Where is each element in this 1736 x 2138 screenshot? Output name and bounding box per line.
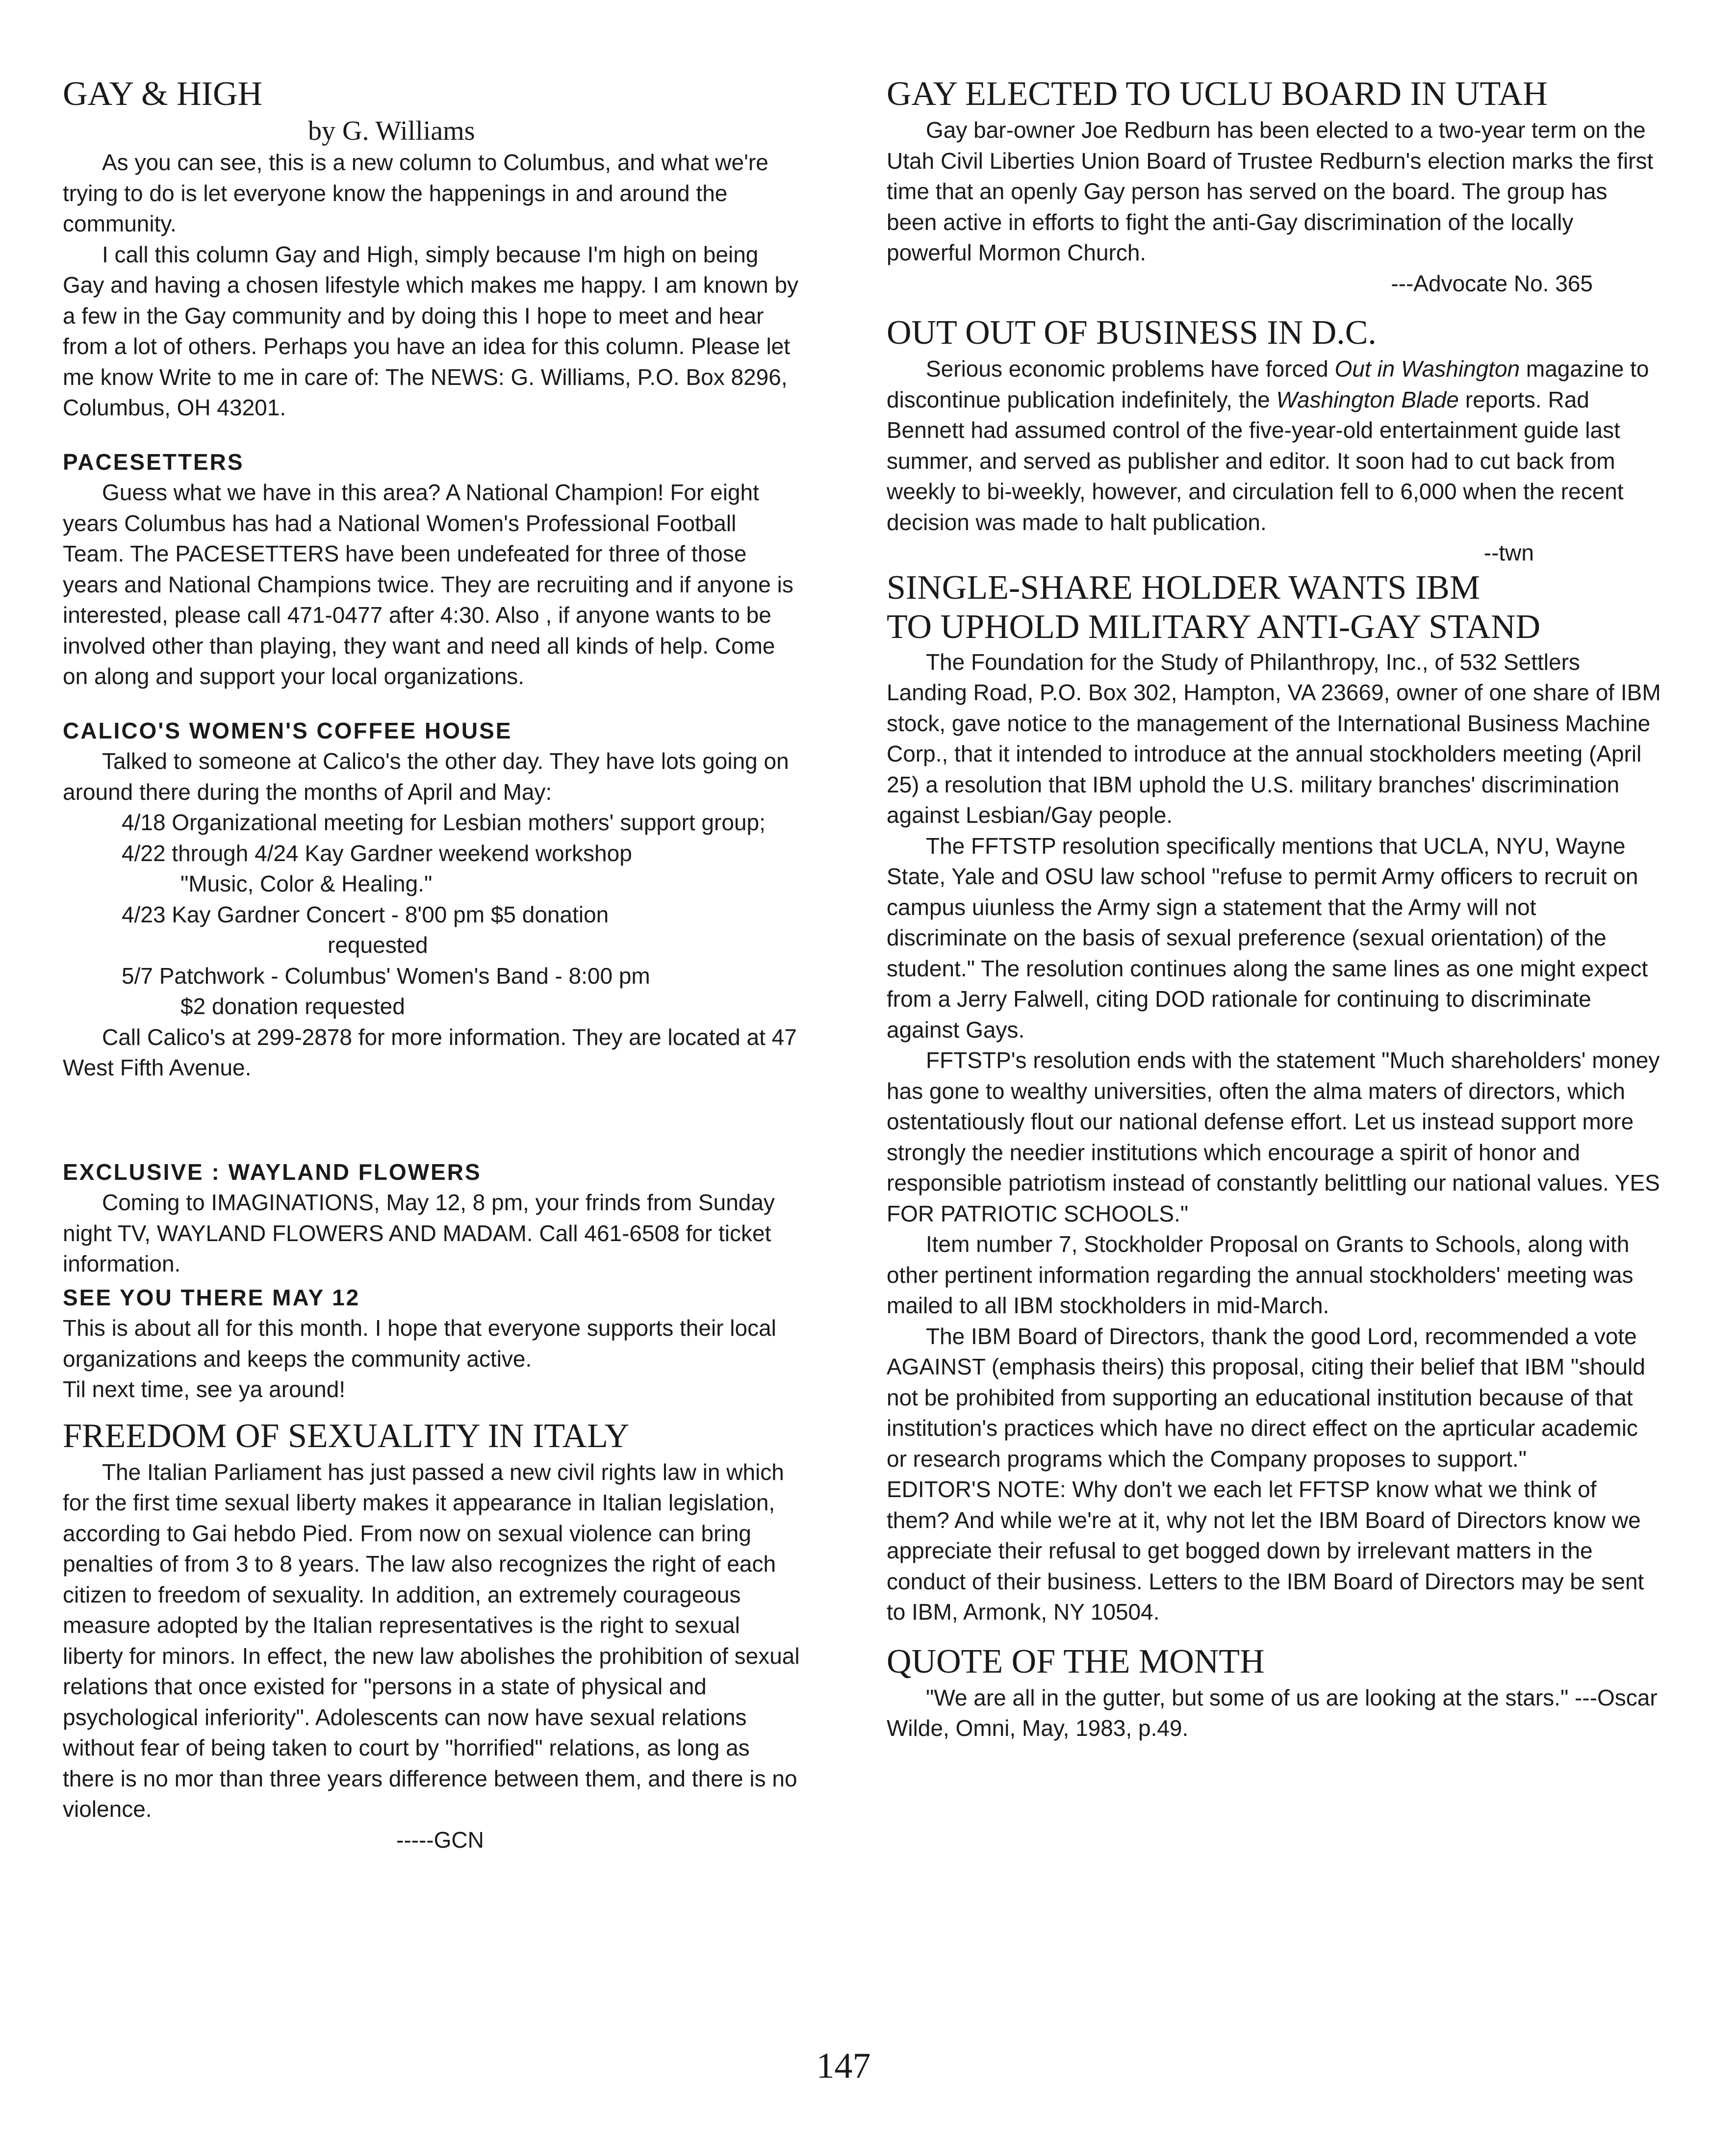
paragraph: Item number 7, Stockholder Proposal on Grants to Schools, along with other pertinent information regarding the annual stockholders' meeting was mailed to all IBM stockholders in mid-March. [887, 1231, 1634, 1318]
event-item: 4/22 through 4/24 Kay Gardner weekend workshop [122, 840, 632, 866]
article-title: FREEDOM OF SEXUALITY IN ITALY [63, 1417, 630, 1455]
article-out-of-business [887, 312, 1661, 568]
section-title: CALICO'S WOMEN'S COFFEE HOUSE [63, 717, 512, 743]
article-title: GAY & HIGH [63, 75, 263, 113]
paragraph: Serious economic problems have forced Out in Washington magazine to discontinue publication indefinitely, the Washington Blade reports. Rad Bennett had assumed control of the five-year-old entertainment guide last summer, and served as publisher and editor. It soon had to cut back from weekly to bi-weekly, however, and circulation fell to 6,000 when the recent decision was made to halt publication. [887, 356, 1649, 535]
paragraph: The Foundation for the Study of Philanthropy, Inc., of 532 Settlers Landing Road, P.O. Box 302, Hampton, VA 23669, owner of one share of IBM stock, gave notice to the management of the International Business Machine Corp., that it intended to introduce at the annual stockholders meeting (April 25) a resolution that IBM uphold the U.S. military branches' discrimination against Lesbian/Gay people. [887, 649, 1661, 828]
article-freedom-italy [63, 1416, 803, 1856]
event-item: 5/7 Patchwork - Columbus' Women's Band - 8:00 pm [122, 963, 650, 989]
section-calico-coffee-house [63, 715, 803, 1083]
editors-note: EDITOR'S NOTE: Why don't we each let FFTSP know what we think of them? And while we're at it, why not let the IBM Board of Directors know we appreciate their refusal to get bogged down by irrelevant matters in the conduct of their business. Letters to the IBM Board of Directors may be sent to IBM, Armonk, NY 10504. [887, 1476, 1644, 1625]
section-wayland-flowers [63, 1157, 803, 1405]
paragraph: The FFTSTP resolution specifically mentions that UCLA, NYU, Wayne State, Yale and OSU law school "refuse to permit Army officers to recruit on campus uiunless the Army sign a statement that the Army will not discriminate on the basis of sexual preference (sexual orientation) of the student." The resolution continues along the same lines as one might expect from a Jerry Falwell, citing DOD rationale for continuing to discriminate against Gays. [887, 833, 1648, 1043]
paragraph: FFTSTP's resolution ends with the statement "Much shareholders' money has gone to wealthy universities, often the alma maters of directors, which ostentatiously flout our national defense effort. Let us instead support more strongly the needier institutions which encourage a spirit of honor and responsible patriotism instead of constantly belittling our national values. YES FOR PATRIOTIC SCHOOLS." [887, 1047, 1660, 1226]
paragraph: The Italian Parliament has just passed a new civil rights law in which for the first time sexual liberty makes it appearance in Italian legislation, according to Gai hebdo Pied. From now on sexual violence can bring penalties of from 3 to 8 years. The law also recognizes the right of each citizen to freedom of sexuality. In addition, an extremely courageous measure adopted by the Italian representatives is the right to sexual liberty for minors. In effect, the new law abolishes the prohibition of sexual relations that once existed for "persons in a state of physical and psychological inferiority". Adolescents can now have sexual relations without fear of being taken to court by "horrified" relations, as long as there is no mor than three years difference between them, and there is no violence. [63, 1459, 800, 1822]
paragraph: Talked to someone at Calico's the other day. They have lots going on around there during the months of April and May: [63, 748, 789, 805]
paragraph: Til next time, see ya around! [63, 1376, 346, 1402]
article-uclu-board [887, 74, 1661, 299]
section-title: EXCLUSIVE : WAYLAND FLOWERS [63, 1159, 482, 1185]
event-item: 4/23 Kay Gardner Concert - 8'00 pm $5 donation [122, 901, 609, 927]
paragraph: I call this column Gay and High, simply because I'm high on being Gay and having a chosen lifestyle which makes me happy. I am known by a few in the Gay community and by doing this I hope to meet and hear from a lot of others. Perhaps you have an idea for this column. Please let me know Write to me in care of: The NEWS: G. Williams, P.O. Box 8296, Columbus, OH 43201. [63, 241, 799, 420]
article-title: GAY ELECTED TO UCLU BOARD IN UTAH [887, 75, 1548, 113]
article-gay-and-high [63, 74, 803, 423]
publication-name: Washington Blade [1276, 386, 1459, 412]
paragraph: This is about all for this month. I hope that everyone supports their local organizations and keeps the community active. [63, 1315, 776, 1372]
paragraph: Gay bar-owner Joe Redburn has been elected to a two-year term on the Utah Civil Liberties Union Board of Trustee Redburn's election marks the first time that an openly Gay person has served on the board. The group has been active in efforts to fight the anti-Gay discrimination of the locally powerful Mormon Church. [887, 117, 1654, 265]
page-number: 147 [816, 2046, 871, 2086]
event-list [63, 807, 803, 1022]
source-credit: --twn [1483, 540, 1534, 565]
article-title: QUOTE OF THE MONTH [887, 1642, 1265, 1680]
article-title: SINGLE-SHARE HOLDER WANTS IBM [887, 568, 1481, 607]
event-item-detail: requested [328, 932, 428, 958]
section-title: SEE YOU THERE MAY 12 [63, 1284, 360, 1310]
right-column [887, 74, 1661, 1744]
paragraph: As you can see, this is a new column to Columbus, and what we're trying to do is let everyone know the happenings in and around the community. [63, 150, 768, 236]
article-title: OUT OUT OF BUSINESS IN D.C. [887, 314, 1377, 352]
quote-of-the-month [887, 1641, 1661, 1744]
event-item-detail: $2 donation requested [180, 993, 405, 1019]
quote-text: "We are all in the gutter, but some of us are looking at the stars." ---Oscar Wilde, Omni, May, 1983, p.49. [887, 1684, 1658, 1741]
event-item: 4/18 Organizational meeting for Lesbian mothers' support group; [122, 810, 766, 835]
left-column [63, 74, 803, 1855]
paragraph: Guess what we have in this area? A National Champion! For eight years Columbus has had a National Women's Professional Football Team. The PACESETTERS have been undefeated for three of those years and National Champions twice. They are recruiting and if anyone is interested, please call 471-0477 after 4:30. Also , if anyone wants to be involved other than playing, they want and need all kinds of help. Come on along and support your local organizations. [63, 480, 793, 689]
article-title: TO UPHOLD MILITARY ANTI-GAY STAND [887, 608, 1541, 646]
source-credit: -----GCN [396, 1827, 484, 1853]
paragraph: The IBM Board of Directors, thank the good Lord, recommended a vote AGAINST (emphasis theirs) this proposal, citing their belief that IBM "should not be prohibited from supporting an educational institution because of that institution's practices which have no direct effect on the aprticular academic or research programs which the Company proposes to support." [887, 1323, 1645, 1472]
section-pacesetters [63, 447, 803, 692]
section-title: PACESETTERS [63, 449, 244, 475]
paragraph: Coming to IMAGINATIONS, May 12, 8 pm, your frinds from Sunday night TV, WAYLAND FLOWERS AND MADAM. Call 461-6508 for ticket information. [63, 1190, 775, 1276]
publication-name: Out in Washington [1334, 356, 1520, 382]
paragraph: Call Calico's at 299-2878 for more information. They are located at 47 West Fifth Avenue. [63, 1024, 797, 1080]
event-item-detail: "Music, Color & Healing." [180, 871, 433, 896]
byline: by G. Williams [308, 116, 475, 146]
source-credit: ---Advocate No. 365 [1391, 270, 1593, 296]
article-ibm-shareholder [887, 568, 1661, 1628]
